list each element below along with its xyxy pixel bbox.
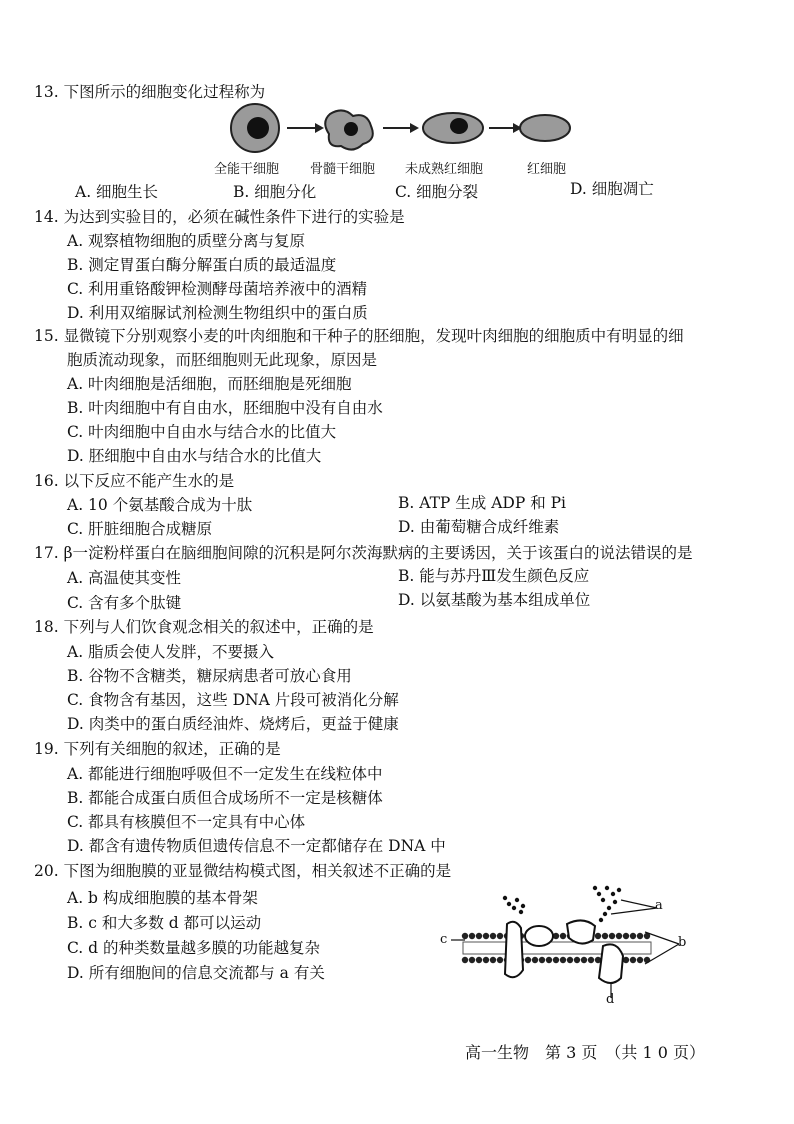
q14-option-d: D. 利用双缩脲试剂检测生物组织中的蛋白质 bbox=[67, 304, 368, 322]
cell-differentiation-diagram bbox=[225, 100, 605, 160]
q13-option-c: C. 细胞分裂 bbox=[395, 183, 479, 201]
cell-label-immature-red: 未成熟红细胞 bbox=[405, 162, 484, 177]
q18-option-a: A. 脂质会使人发胖，不要摄入 bbox=[67, 643, 275, 661]
q14-option-a: A. 观察植物细胞的质壁分离与复原 bbox=[67, 232, 306, 250]
cell-label-bone-marrow: 骨髓干细胞 bbox=[310, 162, 376, 177]
cell-label-red: 红细胞 bbox=[527, 162, 567, 177]
membrane-label-d: d bbox=[606, 992, 615, 1007]
q17-option-b: B. 能与苏丹Ⅲ发生颜色反应 bbox=[398, 567, 590, 585]
q13-option-b: B. 细胞分化 bbox=[233, 183, 317, 201]
q16-option-d: D. 由葡萄糖合成纤维素 bbox=[398, 518, 560, 536]
membrane-label-c: c bbox=[440, 932, 448, 947]
q19-option-c: C. 都具有核膜但不一定具有中心体 bbox=[67, 813, 306, 831]
q18-option-c: C. 食物含有基因，这些 DNA 片段可被消化分解 bbox=[67, 691, 399, 709]
q15-option-a: A. 叶肉细胞是活细胞，而胚细胞是死细胞 bbox=[67, 375, 352, 393]
q17-option-a: A. 高温使其变性 bbox=[67, 569, 182, 587]
q15-option-d: D. 胚细胞中自由水与结合水的比值大 bbox=[67, 447, 322, 465]
q16-option-b: B. ATP 生成 ADP 和 Pi bbox=[398, 494, 567, 512]
q15-stem-line1: 15. 显微镜下分别观察小麦的叶肉细胞和干种子的胚细胞，发现叶肉细胞的细胞质中有明显的细 bbox=[34, 327, 684, 345]
q17-option-d: D. 以氨基酸为基本组成单位 bbox=[398, 591, 591, 609]
q20-option-b: B. c 和大多数 d 都可以运动 bbox=[67, 914, 262, 932]
q18-stem: 18. 下列与人们饮食观念相关的叙述中，正确的是 bbox=[34, 618, 374, 636]
q18-option-d: D. 肉类中的蛋白质经油炸、烧烤后，更益于健康 bbox=[67, 715, 399, 733]
membrane-label-a: a bbox=[655, 898, 663, 913]
q13-stem: 13. 下图所示的细胞变化过程称为 bbox=[34, 83, 266, 101]
cell-label-totipotent: 全能干细胞 bbox=[214, 162, 280, 177]
q19-option-b: B. 都能合成蛋白质但合成场所不一定是核糖体 bbox=[67, 789, 383, 807]
q15-option-b: B. 叶肉细胞中有自由水，胚细胞中没有自由水 bbox=[67, 399, 383, 417]
q16-stem: 16. 以下反应不能产生水的是 bbox=[34, 472, 235, 490]
q16-option-a: A. 10 个氨基酸合成为十肽 bbox=[67, 496, 253, 514]
q15-stem-line2: 胞质流动现象，而胚细胞则无此现象，原因是 bbox=[67, 351, 378, 369]
q20-stem: 20. 下图为细胞膜的亚显微结构模式图，相关叙述不正确的是 bbox=[34, 862, 452, 880]
membrane-label-b: b bbox=[678, 935, 687, 950]
q16-option-c: C. 肝脏细胞合成糖原 bbox=[67, 520, 213, 538]
q14-option-b: B. 测定胃蛋白酶分解蛋白质的最适温度 bbox=[67, 256, 337, 274]
q19-option-a: A. 都能进行细胞呼吸但不一定发生在线粒体中 bbox=[67, 765, 383, 783]
q18-option-b: B. 谷物不含糖类，糖尿病患者可放心食用 bbox=[67, 667, 352, 685]
q20-option-d: D. 所有细胞间的信息交流都与 a 有关 bbox=[67, 964, 325, 982]
q17-option-c: C. 含有多个肽键 bbox=[67, 594, 182, 612]
q14-option-c: C. 利用重铬酸钾检测酵母菌培养液中的酒精 bbox=[67, 280, 368, 298]
page-footer: 高一生物 第 3 页 （共 1 0 页） bbox=[465, 1043, 705, 1062]
q14-stem: 14. 为达到实验目的，必须在碱性条件下进行的实验是 bbox=[34, 208, 405, 226]
q15-option-c: C. 叶肉细胞中自由水与结合水的比值大 bbox=[67, 423, 337, 441]
q20-option-c: C. d 的种类数量越多膜的功能越复杂 bbox=[67, 939, 321, 957]
q13-option-a: A. 细胞生长 bbox=[75, 183, 159, 201]
q17-stem: 17. β一淀粉样蛋白在脑细胞间隙的沉积是阿尔茨海默病的主要诱因，关于该蛋白的说法错误的是 bbox=[34, 544, 693, 562]
q13-option-d: D. 细胞凋亡 bbox=[570, 180, 654, 198]
q19-stem: 19. 下列有关细胞的叙述，正确的是 bbox=[34, 740, 281, 758]
q20-option-a: A. b 构成细胞膜的基本骨架 bbox=[67, 889, 258, 907]
q19-option-d: D. 都含有遗传物质但遗传信息不一定都储存在 DNA 中 bbox=[67, 837, 446, 855]
